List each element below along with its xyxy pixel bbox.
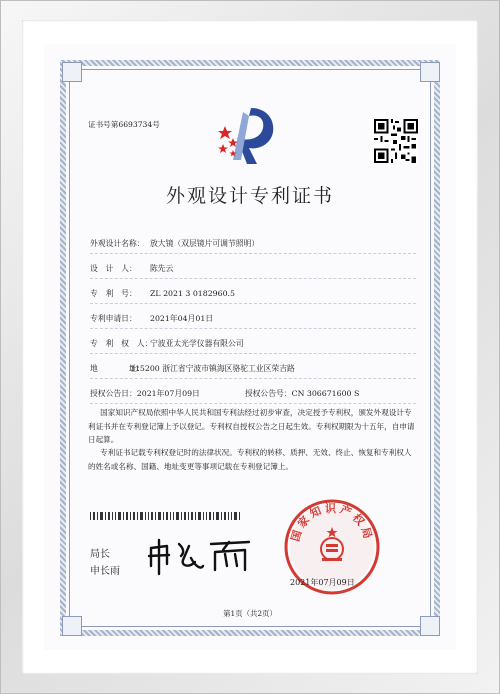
field-value: 陈先云	[150, 264, 174, 273]
field-value: 315200 浙江省宁波市镇海区骆驼工业区荣吉路	[130, 364, 295, 373]
field-label: 外观设计名称：	[90, 239, 145, 248]
barcode-icon	[90, 512, 240, 520]
certificate-number: 证书号第6693734号	[88, 120, 160, 129]
divider	[90, 253, 416, 254]
field-label: 专 利 号：	[90, 289, 137, 298]
grant-number-value: CN 306671600 S	[291, 389, 360, 398]
divider	[90, 378, 416, 379]
body-paragraph: 专利证书记载专利权登记时的法律状况。专利权的转移、质押、无效、终止、恢复和专利权人的姓名或名称、国籍、地址变更等事项记载在专利登记簿上。	[88, 448, 412, 471]
body-paragraph: 国家知识产权局依照中华人民共和国专利法经过初步审查，决定授予专利权，颁发外观设计专利证书并在专利登记簿上予以登记。专利权自授权公告之日起生效。专利权期限为十五年，自申请日起算。	[88, 408, 415, 444]
certificate-title: 外观设计专利证书	[165, 185, 334, 207]
field-patent-number	[90, 288, 235, 299]
page-footer: 第1页（共2页）	[223, 609, 277, 618]
signature-role: 局长	[90, 549, 110, 560]
divider	[90, 353, 416, 354]
divider	[90, 303, 416, 304]
corner-ornament	[62, 62, 82, 82]
corner-ornament	[62, 616, 82, 636]
field-design-name	[90, 238, 259, 249]
grant-info	[90, 388, 359, 399]
grant-date-label: 授权公告日：	[90, 389, 137, 398]
field-application-date	[90, 313, 213, 324]
seal-text: 国家知识产权局	[288, 501, 376, 543]
seal-date: 2021年07月09日	[290, 578, 355, 587]
field-value: 2021年04月01日	[150, 314, 214, 323]
field-address	[90, 363, 295, 374]
corner-ornament	[420, 616, 440, 636]
field-value: ZL 2021 3 0182960.5	[150, 289, 235, 298]
signature-name: 申长雨	[90, 566, 120, 577]
field-label: 地 址：	[90, 364, 145, 373]
field-patentee	[90, 338, 244, 349]
divider	[90, 278, 416, 279]
divider	[90, 403, 416, 404]
grant-date-value: 2021年07月09日	[136, 389, 200, 398]
qr-code-icon	[374, 119, 418, 163]
field-label: 设 计 人：	[90, 264, 137, 273]
field-designer	[90, 263, 173, 274]
corner-ornament	[420, 62, 440, 82]
field-label: 专 利 权 人：	[90, 339, 153, 348]
cnipa-logo-icon	[213, 98, 285, 170]
field-value: 宁波亚太光学仪器有限公司	[150, 339, 244, 348]
field-label: 专利申请日：	[90, 314, 137, 323]
signature-icon	[145, 536, 265, 576]
grant-number-label: 授权公告号：	[244, 389, 292, 398]
field-value: 放大镜（双层镜片可调节照明）	[150, 239, 260, 248]
divider	[90, 328, 416, 329]
